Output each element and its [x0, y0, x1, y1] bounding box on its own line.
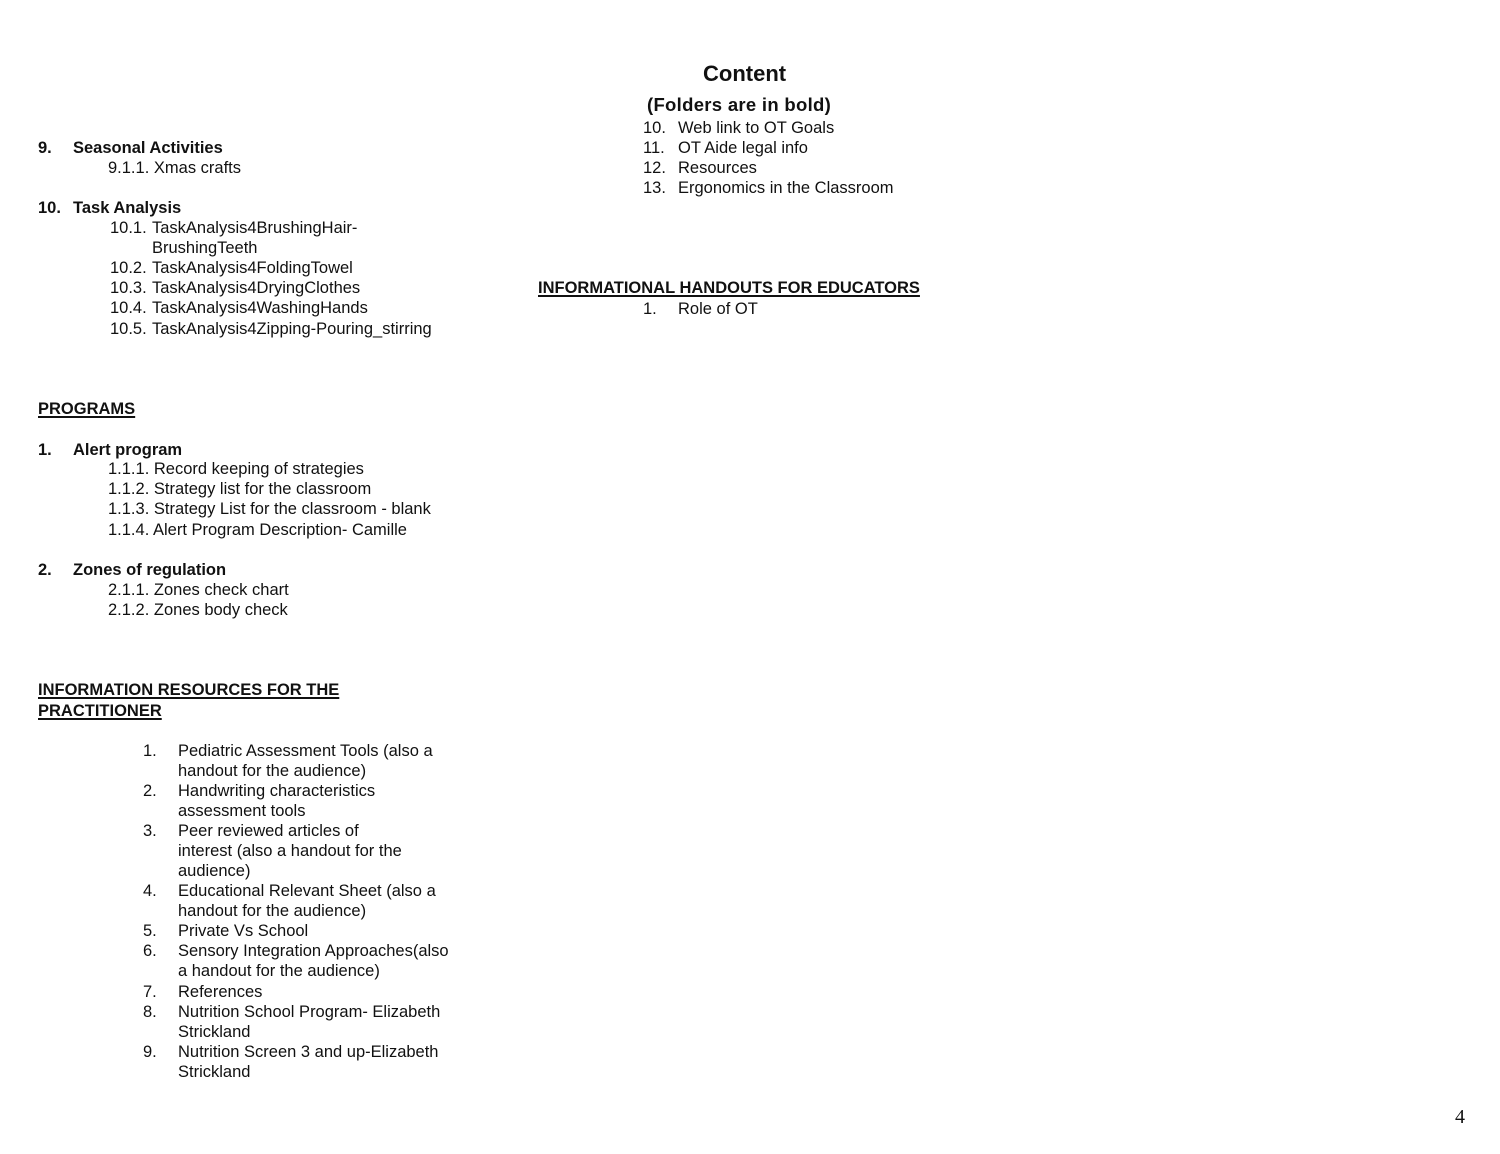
item-number: 2. [143, 782, 157, 800]
item-number: 1.1.4. [108, 521, 150, 539]
item-label: Record keeping of strategies [153, 460, 364, 478]
folder-label: Zones of regulation [73, 561, 227, 579]
list-item[interactable] [110, 258, 353, 278]
item-number: 10. [643, 119, 666, 137]
item-label-cont: handout for the audience) [178, 762, 367, 780]
item-label: Ergonomics in the Classroom [678, 179, 894, 197]
item-label-cont: audience) [178, 862, 251, 880]
list-item[interactable] [643, 158, 757, 178]
item-number: 10.3. [110, 279, 147, 297]
list-item[interactable] [143, 781, 376, 820]
list-item[interactable] [643, 299, 758, 319]
list-item[interactable] [643, 118, 835, 138]
item-number: 4. [143, 882, 157, 900]
item-number: 10.2. [110, 259, 147, 277]
item-label: TaskAnalysis4DryingClothes [152, 279, 361, 297]
item-number: 1. [143, 742, 157, 760]
folder-label: Alert program [73, 441, 183, 459]
item-number: 12. [643, 159, 666, 177]
item-number: 10.1. [110, 219, 147, 237]
practitioner-heading-line2: PRACTITIONER [38, 702, 162, 720]
list-item[interactable] [108, 459, 364, 479]
item-label: Xmas crafts [153, 159, 241, 177]
page-subtitle: (Folders are in bold) [647, 94, 832, 115]
item-label: Educational Relevant Sheet (also a [178, 882, 436, 900]
item-number: 10.4. [110, 299, 147, 317]
item-label-cont: a handout for the audience) [178, 962, 380, 980]
list-item[interactable] [110, 298, 368, 318]
list-item[interactable] [143, 921, 309, 941]
item-number: 13. [643, 179, 666, 197]
item-label: Nutrition Screen 3 and up-Elizabeth [178, 1043, 439, 1061]
item-number: 3. [143, 822, 157, 840]
list-item[interactable] [143, 941, 449, 980]
item-label: TaskAnalysis4BrushingHair- [152, 219, 358, 237]
list-item[interactable] [108, 479, 371, 499]
item-number: 10.5. [110, 320, 147, 338]
item-label: Nutrition School Program- Elizabeth [178, 1003, 441, 1021]
item-number: 1. [643, 300, 657, 318]
item-label-cont: BrushingTeeth [152, 239, 258, 257]
item-label: Web link to OT Goals [678, 119, 835, 137]
list-item[interactable] [143, 982, 263, 1002]
folder-number: 9. [38, 139, 52, 157]
item-label: Private Vs School [178, 922, 309, 940]
item-number: 2.1.1. [108, 581, 150, 599]
item-number: 1.1.3. [108, 500, 150, 518]
list-item[interactable] [143, 821, 402, 880]
list-item[interactable] [143, 1042, 439, 1081]
item-number: 1.1.2. [108, 480, 150, 498]
item-number: 5. [143, 922, 157, 940]
page-title: Content [703, 61, 787, 86]
list-item[interactable] [143, 1002, 441, 1041]
list-item[interactable] [108, 580, 289, 600]
item-label: Role of OT [678, 300, 758, 318]
item-label: OT Aide legal info [678, 139, 808, 157]
folder-number: 2. [38, 561, 52, 579]
item-label: Sensory Integration Approaches(also [178, 942, 449, 960]
item-label: Peer reviewed articles of [178, 822, 359, 840]
item-number: 11. [643, 139, 665, 157]
folder-number: 10. [38, 199, 61, 217]
list-item[interactable] [643, 138, 808, 158]
item-label: Strategy list for the classroom [153, 480, 372, 498]
item-number: 2.1.2. [108, 601, 150, 619]
list-item[interactable] [110, 319, 432, 339]
item-number: 7. [143, 983, 157, 1001]
item-label: TaskAnalysis4WashingHands [152, 299, 368, 317]
item-number: 6. [143, 942, 157, 960]
page-number: 4 [1455, 1106, 1465, 1128]
item-label: Alert Program Description- Camille [152, 521, 407, 539]
item-label: TaskAnalysis4Zipping-Pouring_stirring [152, 320, 432, 338]
item-label-cont: handout for the audience) [178, 902, 367, 920]
item-label: Handwriting characteristics [178, 782, 376, 800]
list-item[interactable] [643, 178, 894, 198]
item-number: 9.1.1. [108, 159, 150, 177]
item-label: TaskAnalysis4FoldingTowel [152, 259, 353, 277]
item-label-cont: Strickland [178, 1063, 251, 1081]
list-item[interactable] [108, 520, 407, 540]
item-label: References [178, 983, 263, 1001]
item-label: Zones body check [153, 601, 288, 619]
folder-label: Seasonal Activities [73, 139, 223, 157]
list-item[interactable] [110, 278, 361, 298]
item-label-cont: Strickland [178, 1023, 251, 1041]
list-item[interactable] [143, 881, 436, 920]
list-item[interactable] [110, 218, 358, 257]
item-number: 9. [143, 1043, 157, 1061]
list-item[interactable] [108, 600, 288, 620]
folder-seasonal-activities[interactable] [38, 138, 223, 158]
item-label-cont: assessment tools [178, 802, 306, 820]
item-label-cont: interest (also a handout for the [178, 842, 402, 860]
programs-heading: PROGRAMS [38, 400, 136, 418]
list-item[interactable] [108, 158, 241, 178]
folder-number: 1. [38, 441, 52, 459]
item-label: Pediatric Assessment Tools (also a [178, 742, 433, 760]
item-label: Resources [678, 159, 757, 177]
item-number: 8. [143, 1003, 157, 1021]
item-label: Zones check chart [153, 581, 289, 599]
folder-alert-program[interactable] [38, 440, 183, 460]
item-label: Strategy List for the classroom - blank [153, 500, 431, 518]
list-item[interactable] [143, 741, 433, 780]
educators-heading: INFORMATIONAL HANDOUTS FOR EDUCATORS [538, 279, 920, 297]
list-item[interactable] [108, 499, 431, 519]
folder-task-analysis[interactable] [38, 198, 182, 218]
folder-zones-of-regulation[interactable] [38, 560, 227, 580]
folder-label: Task Analysis [73, 199, 182, 217]
practitioner-heading-line1: INFORMATION RESOURCES FOR THE [38, 681, 340, 699]
item-number: 1.1.1. [108, 460, 150, 478]
